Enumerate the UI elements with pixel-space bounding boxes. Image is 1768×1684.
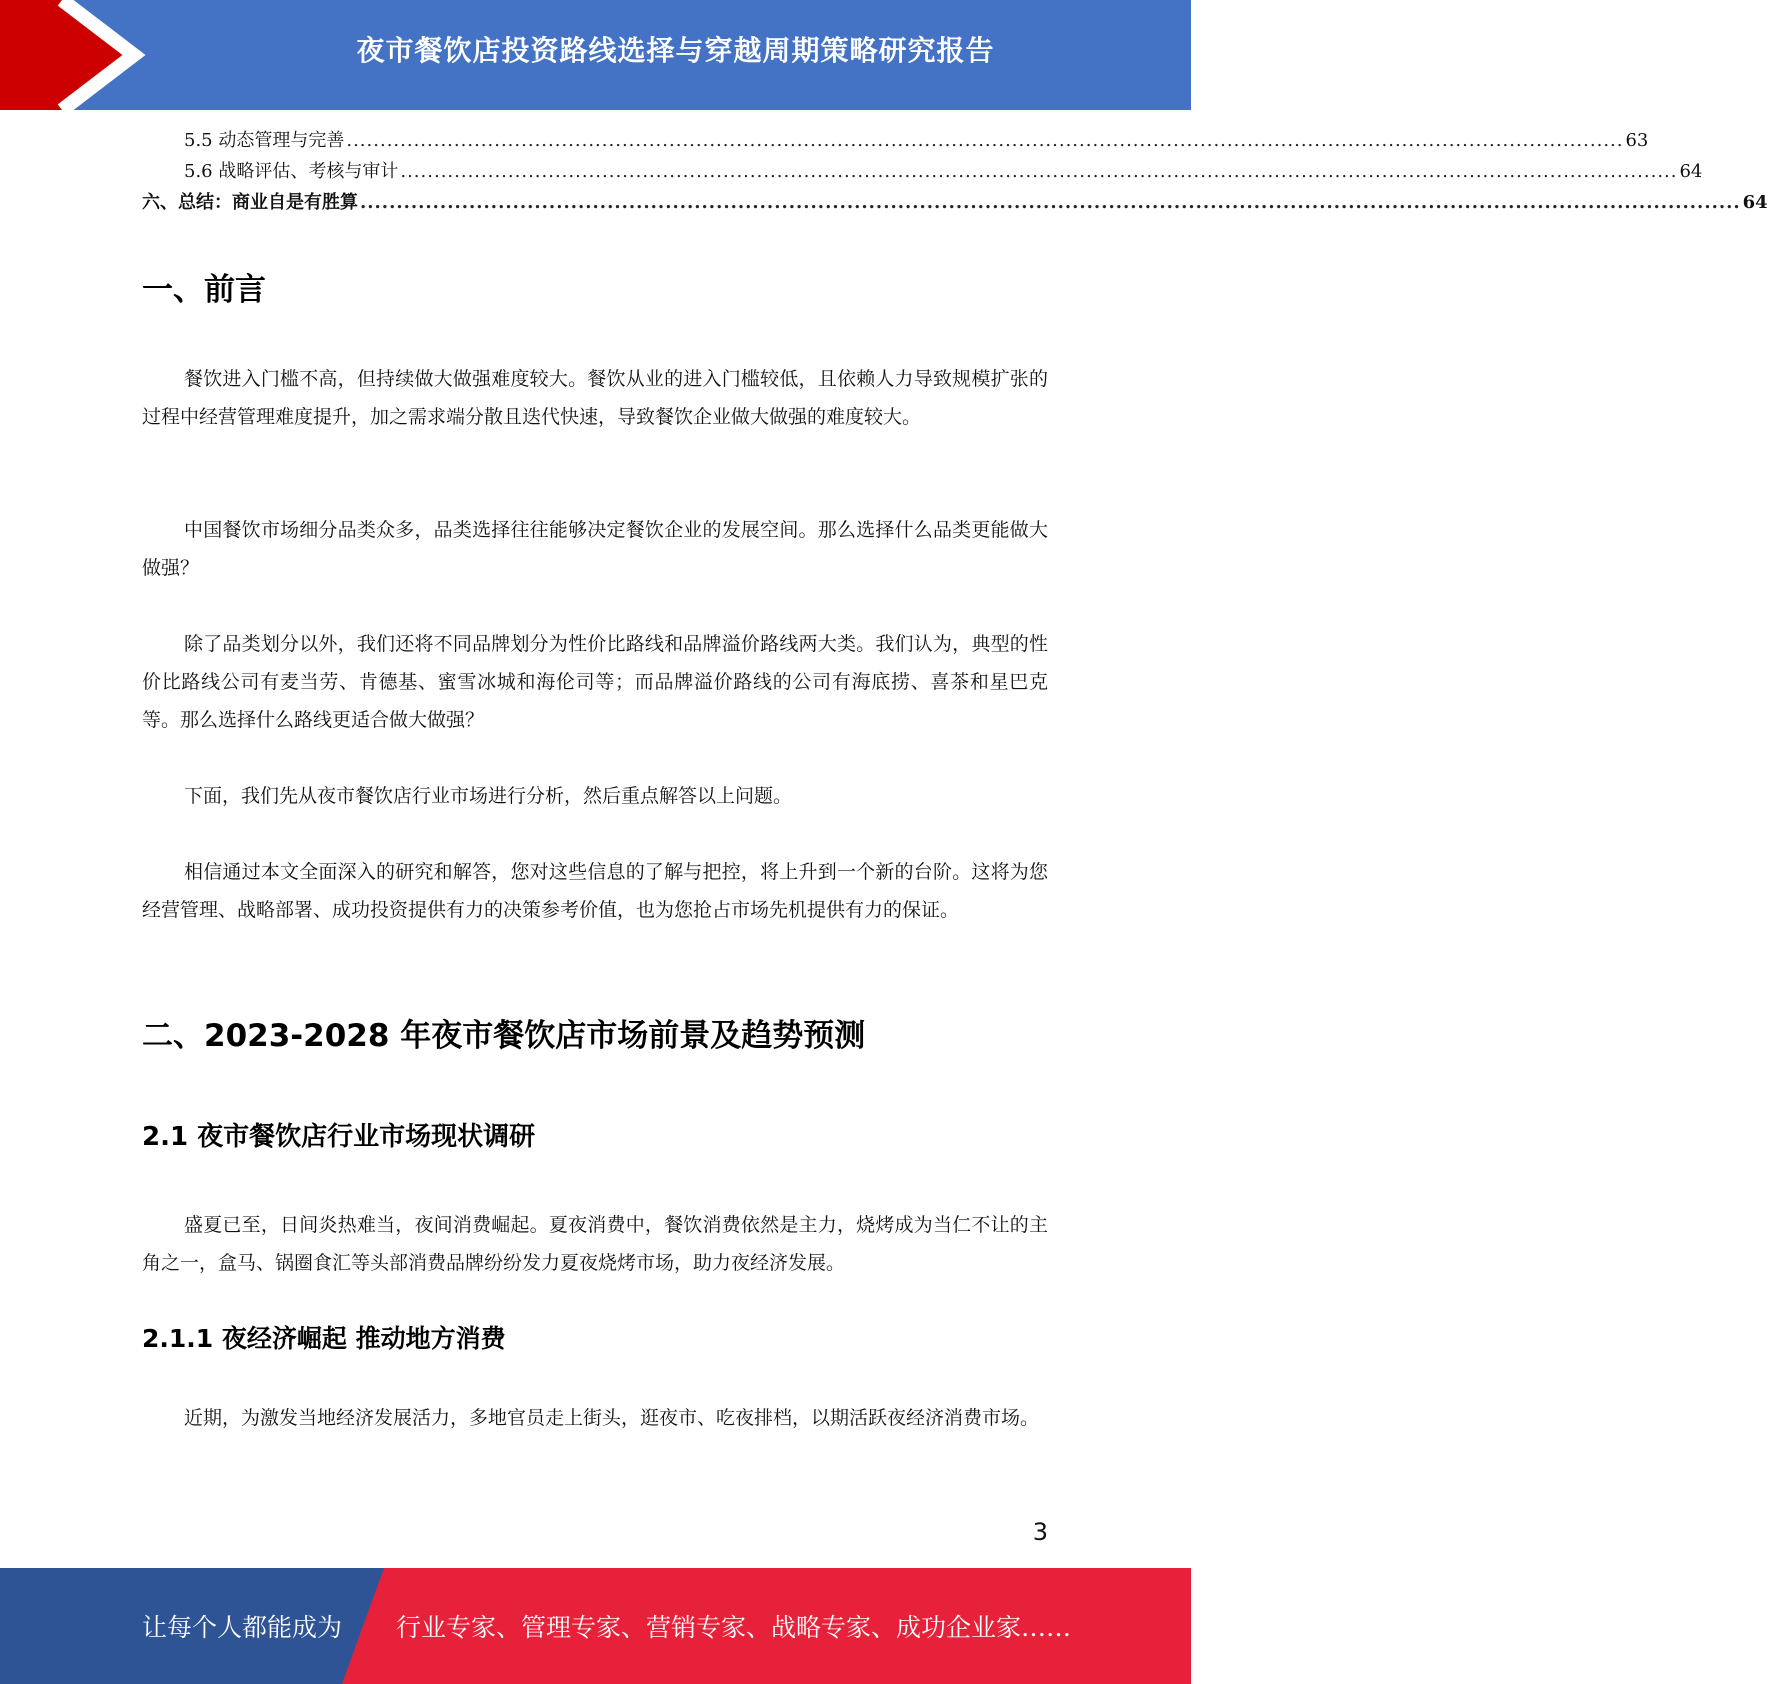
toc-entry-page: 63 <box>1625 130 1649 151</box>
subsection-heading-2-1: 2.1 夜市餐饮店行业市场现状调研 <box>142 1122 536 1152</box>
section-heading-preface: 一、前言 <box>142 272 266 308</box>
toc-entry-page: 64 <box>1742 192 1768 213</box>
report-title: 夜市餐饮店投资路线选择与穿越周期策略研究报告 <box>356 34 995 67</box>
table-of-contents <box>142 126 1768 219</box>
toc-leader-dots: .............................................................................................................................................................................................. <box>400 161 1678 182</box>
paragraph: 盛夏已至，日间炎热难当，夜间消费崛起。夏夜消费中，餐饮消费依然是主力，烧烤成为当仁不让的主角之一，盒马、锅圈食汇等头部消费品牌纷纷发力夏夜烧烤市场，助力夜经济发展。 <box>142 1214 1048 1274</box>
page-footer <box>0 1568 1191 1684</box>
paragraph: 除了品类划分以外，我们还将不同品牌划分为性价比路线和品牌溢价路线两大类。我们认为，典型的性价比路线公司有麦当劳、肯德基、蜜雪冰城和海伦司等；而品牌溢价路线的公司有海底捞、喜茶和星巴克等。那么选择什么路线更适合做大做强？ <box>142 633 1048 731</box>
toc-entry-page: 64 <box>1679 161 1703 182</box>
paragraph: 下面，我们先从夜市餐饮店行业市场进行分析，然后重点解答以上问题。 <box>184 785 793 807</box>
toc-leader-dots: .............................................................................................................................................................................................. <box>346 130 1624 151</box>
page-number: 3 <box>1032 1518 1048 1546</box>
paragraph: 中国餐饮市场细分品类众多，品类选择往往能够决定餐饮企业的发展空间。那么选择什么品类更能做大做强？ <box>142 519 1048 579</box>
header-arrow-accent <box>0 0 160 110</box>
section-heading-market-outlook: 二、2023-2028 年夜市餐饮店市场前景及趋势预测 <box>142 1018 866 1054</box>
footer-slogan-left: 让每个人都能成为 <box>142 1613 343 1642</box>
paragraph: 近期，为激发当地经济发展活力，多地官员走上街头，逛夜市、吃夜排档，以期活跃夜经济消费市场。 <box>184 1407 1040 1429</box>
toc-entry-title: 六、总结：商业自是有胜算 <box>142 192 358 213</box>
subsection-heading-2-1-1: 2.1.1 夜经济崛起 推动地方消费 <box>142 1324 506 1353</box>
toc-entry-title: 5.6 战略评估、考核与审计 <box>184 161 399 182</box>
toc-entry-title: 5.5 动态管理与完善 <box>184 130 345 151</box>
paragraph: 相信通过本文全面深入的研究和解答，您对这些信息的了解与把控，将上升到一个新的台阶。这将为您经营管理、战略部署、成功投资提供有力的决策参考价值，也为您抢占市场先机提供有力的保证。 <box>142 861 1048 921</box>
page-header <box>0 0 1191 110</box>
toc-entry[interactable] <box>142 188 1768 219</box>
toc-leader-dots: .............................................................................................................................................................................................. <box>360 192 1741 213</box>
toc-entry[interactable] <box>142 126 1649 157</box>
toc-entry[interactable] <box>142 157 1703 188</box>
footer-slogan-right: 行业专家、管理专家、营销专家、战略专家、成功企业家…… <box>396 1613 1072 1642</box>
paragraph: 餐饮进入门槛不高，但持续做大做强难度较大。餐饮从业的进入门槛较低，且依赖人力导致规模扩张的过程中经营管理难度提升，加之需求端分散且迭代快速，导致餐饮企业做大做强的难度较大。 <box>142 368 1048 428</box>
